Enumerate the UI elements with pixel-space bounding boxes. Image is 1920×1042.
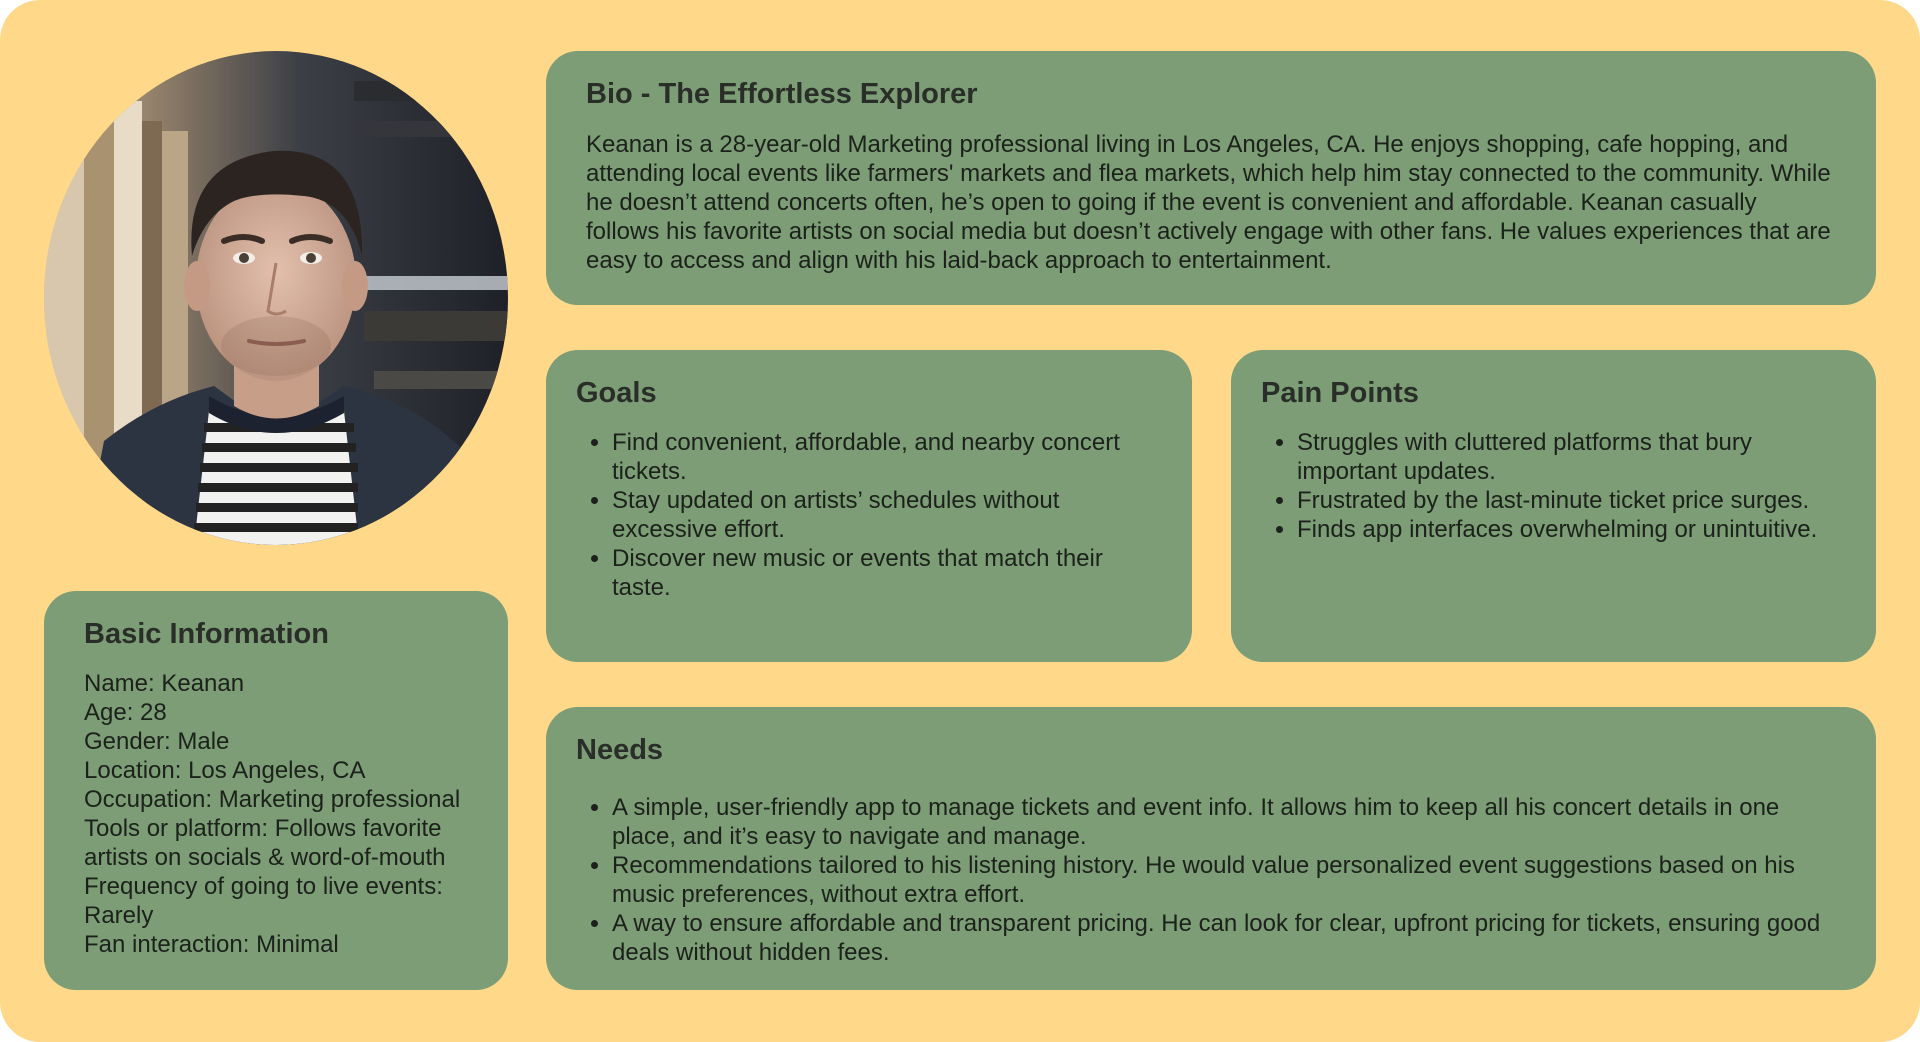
list-item: • Frustrated by the last-minute ticket price surges. xyxy=(1297,486,1846,515)
pain-points-card xyxy=(1231,350,1876,662)
info-tools: Tools or platform: Follows favorite artists on socials & word-of-mouth xyxy=(84,814,446,871)
info-occupation: Occupation: Marketing professional xyxy=(84,785,461,813)
info-name: Name: Keanan xyxy=(84,669,245,697)
list-item: • Find convenient, affordable, and nearby concert tickets. xyxy=(612,428,1162,486)
pain-points-title: Pain Points xyxy=(1261,377,1419,409)
list-item: • Discover new music or events that match their taste. xyxy=(612,544,1162,602)
list-item: • A simple, user-friendly app to manage tickets and event info. It allows him to keep all his concert details in one place, and it’s easy to navigate and manage. xyxy=(612,793,1846,851)
bio-title: Bio - The Effortless Explorer xyxy=(586,78,978,110)
needs-title: Needs xyxy=(576,734,664,766)
goals-title: Goals xyxy=(576,377,657,409)
persona-portrait-illustration xyxy=(44,51,508,545)
goals-card xyxy=(546,350,1192,662)
persona-photo xyxy=(44,51,508,545)
info-fan-interaction: Fan interaction: Minimal xyxy=(84,930,339,958)
bio-text: Keanan is a 28-year-old Marketing professional living in Los Angeles, CA. He enjoys shopping, cafe hopping, and attending local events like farmers' markets and flea markets, which help him stay connected to the community. While he doesn’t attend concerts often, he’s open to going if the event is convenient and affordable. Keanan casually follows his favorite artists on social media but doesn’t actively engage with other fans. He values experiences that are easy to access and align with his laid-back approach to entertainment. xyxy=(586,130,1831,274)
list-item: • Struggles with cluttered platforms that bury important updates. xyxy=(1297,428,1846,486)
needs-card xyxy=(546,707,1876,990)
list-item: • Finds app interfaces overwhelming or unintuitive. xyxy=(1297,515,1846,544)
basic-information-title: Basic Information xyxy=(84,618,329,650)
list-item: • Recommendations tailored to his listening history. He would value personalized event suggestions based on his music preferences, without extra effort. xyxy=(612,851,1846,909)
goals-list xyxy=(576,428,1162,602)
info-location: Location: Los Angeles, CA xyxy=(84,756,366,784)
info-gender: Gender: Male xyxy=(84,727,230,755)
list-item: • Stay updated on artists’ schedules without excessive effort. xyxy=(612,486,1162,544)
basic-information-card xyxy=(44,591,508,990)
info-age: Age: 28 xyxy=(84,698,167,726)
pain-points-list xyxy=(1261,428,1846,544)
needs-list xyxy=(576,793,1846,967)
list-item: • A way to ensure affordable and transparent pricing. He can look for clear, upfront pricing for tickets, ensuring good deals without hidden fees. xyxy=(612,909,1846,967)
info-frequency: Frequency of going to live events: Rarely xyxy=(84,872,443,929)
bio-card xyxy=(546,51,1876,305)
